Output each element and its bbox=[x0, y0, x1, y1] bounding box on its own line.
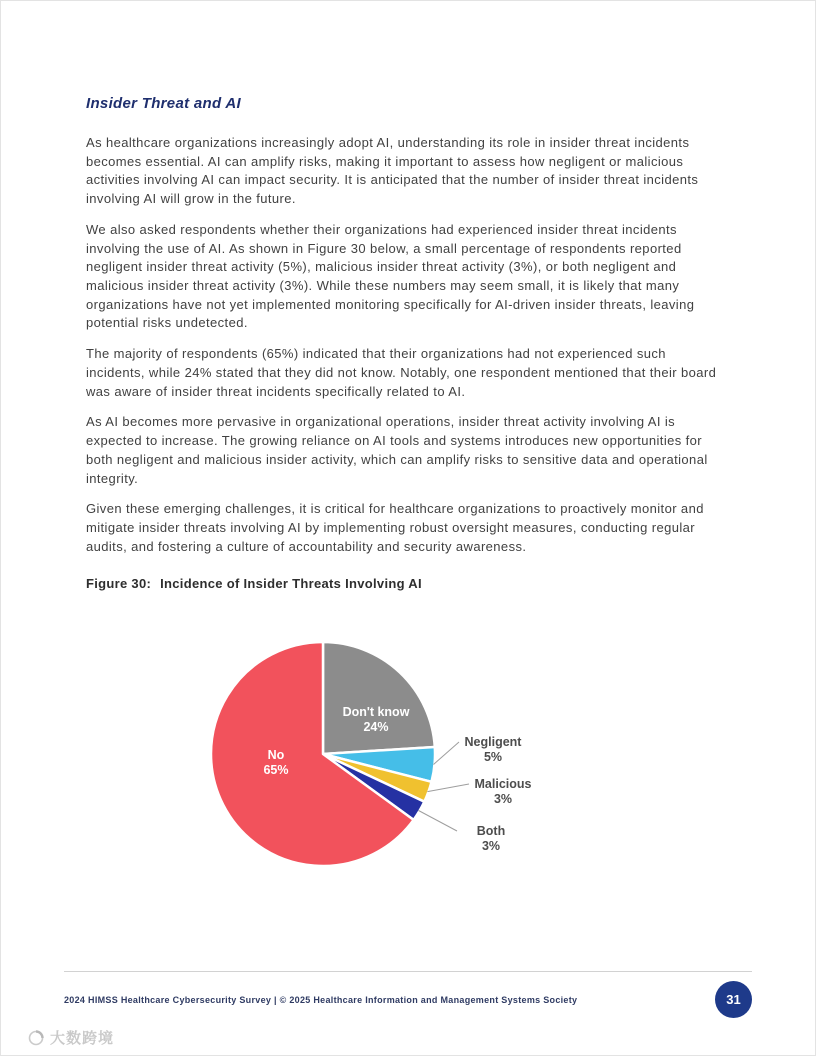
page-number-badge: 31 bbox=[715, 981, 752, 1018]
figure-caption bbox=[86, 576, 731, 591]
page-content bbox=[1, 1, 815, 876]
pie-label-don-t-know: Don't know 24% bbox=[342, 705, 410, 735]
figure-label: Figure 30: bbox=[86, 576, 152, 592]
figure-title: Incidence of Insider Threats Involving AI bbox=[160, 576, 422, 592]
pie-leader-line-both bbox=[419, 811, 457, 832]
paragraph-2: We also asked respondents whether their organizations had experienced insider threat incidents involving the use of AI. As shown in Figure 30 below, a small percentage of respondents reported negligent insider threat activity (5%), malicious insider threat activity (3%), or both negligent and malicious insider threat activity (3%). While these numbers may seem small, it is likely that many organizations have not yet implemented monitoring specifically for AI-driven insider threats, leaving potential risks undetected. bbox=[86, 221, 695, 331]
paragraph-5: Given these emerging challenges, it is critical for healthcare organizations to proactively monitor and mitigate insider threats involving AI by implementing robust oversight measures, conducting regular audits, and fostering a culture of accountability and security awareness. bbox=[86, 501, 704, 554]
pie-slice-don-t-know bbox=[323, 642, 435, 754]
section-heading: Insider Threat and AI bbox=[86, 95, 241, 112]
footer-text: 2024 HIMSS Healthcare Cybersecurity Survey | © 2025 Healthcare Information and Management Systems Society bbox=[64, 994, 578, 1005]
watermark-logo-icon bbox=[27, 1029, 45, 1047]
watermark bbox=[27, 1027, 114, 1048]
figure-30-chart bbox=[206, 639, 731, 876]
page-footer bbox=[64, 971, 752, 1018]
pie-label-malicious: Malicious 3% bbox=[474, 777, 532, 807]
paragraph-4: As AI becomes more pervasive in organizational operations, insider threat activity involving AI is expected to increase. The growing reliance on AI tools and systems introduces new opportunities for both negligent and malicious insider activity, which can amplify risks to sensitive data and operational integrity. bbox=[86, 414, 708, 486]
paragraph-3: The majority of respondents (65%) indicated that their organizations had not experienced such incidents, while 24% stated that they did not know. Notably, one respondent mentioned that their board was aware of insider threat incidents specifically related to AI. bbox=[86, 346, 717, 399]
pie-chart bbox=[206, 639, 551, 871]
pie-label-no: No 65% bbox=[263, 748, 289, 778]
footer-divider bbox=[64, 971, 752, 972]
pie-leader-line-negligent bbox=[434, 742, 459, 764]
pie-leader-line-malicious bbox=[427, 784, 469, 792]
paragraph-1: As healthcare organizations increasingly adopt AI, understanding its role in insider threat incidents becomes essential. AI can amplify risks, making it important to assess how negligent or malicious activities involving AI can impact security. It is anticipated that the number of insider threat incidents involving AI will grow in the future. bbox=[86, 135, 699, 207]
pie-label-both: Both 3% bbox=[476, 824, 506, 854]
pie-label-negligent: Negligent 5% bbox=[464, 735, 522, 765]
watermark-text: 大数跨境 bbox=[50, 1030, 115, 1047]
